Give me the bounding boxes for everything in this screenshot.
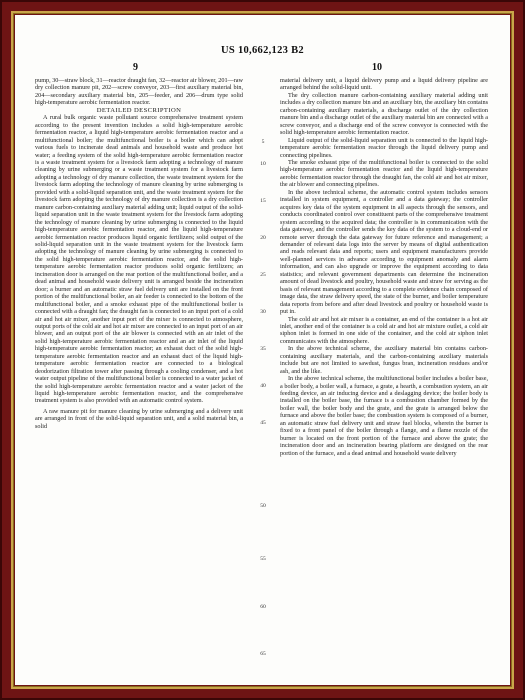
patent-number: US 10,662,123 B2 (221, 45, 304, 56)
section-heading: DETAILED DESCRIPTION (96, 106, 182, 114)
line-number: 40 (260, 383, 266, 389)
line-number: 15 (260, 198, 266, 204)
description-paragraph: The smoke exhaust pipe of the multifunctional boiler is connected to the solid high-temperature aerobic fermentation reactor and the liquid high-temperature aerobic fermentation reactor through the draught fan, the cold air and hot air mixer, the air blower and connecting pipelines. (280, 158, 488, 189)
line-number: 45 (260, 420, 266, 426)
description-paragraph: In the above technical scheme, the multifunctional boiler includes a boiler base, a boiler body, a boiler wall, a furnace, a grate, a hearth, a combustion system, an air feeding device, an air inducing device and a deslagging device; the boiler body is installed on the boiler base, the furnace is a combustion chamber formed by the boiler wall, the boiler body and the grate, and the grate is arranged below the furnace and above the boiler base; the combustion system is composed of a burner, an automatic straw fuel delivery unit and straw fuel blocks, wherein the burner is fixed to a front panel of the boiler through a flange, and a flame nozzle of the burner is located on the front portion of the furnace and above the grate; the incineration door and an incineration bearing platform are designed on the rear portion of the furnace, and a dead animal and household waste delivery (280, 375, 488, 457)
description-paragraph: A raw manure pit for manure cleaning by urine submerging and a delivery unit are arranged in front of the solid-liquid separation unit, and a solid material bin, a solid (35, 407, 243, 430)
right-page-number: 10 (372, 62, 382, 73)
line-number: 65 (260, 651, 266, 657)
right-column (280, 77, 488, 685)
description-paragraph: A rural bulk organic waste pollutant source comprehensive treatment system according to the present invention includes a solid high-temperature aerobic fermentation reactor, a liquid high-temperature aerobic fermentation reactor and a multifunctional boiler; the multifunctional boiler is a boiler which can adopt various fuels to incinerate dead animals and household waste and produce hot water; a feeding system of the solid high-temperature aerobic fermentation reactor is a waste treatment system for a livestock farm adopting a technology of manure cleaning by urine submerging or a waste treatment system for a livestock farm adopting a technology of dry manure collection, the waste treatment system for the livestock farm adopting the technology of manure cleaning by urine submerging is provided with a solid-liquid separation unit, and the waste treatment system for the livestock farm adopting the technology of dry manure collection is a dry collection manure carbon-containing auxiliary material adding unit; liquid output of the solid-liquid separation unit in the waste treatment system for the livestock farm adopting the technology of manure cleaning by urine submerging is connected to the liquid high-temperature aerobic fermentation reactor, and the liquid high-temperature aerobic fermentation reactor produces liquid organic fertilizers; solid output of the solid-liquid separation unit in the waste treatment system for the livestock farm adopting the technology of manure cleaning by urine submerging is connected to the solid high-temperature aerobic fermentation reactor, and the solid high-temperature aerobic fermentation reactor produces solid organic fertilizers; an incineration door is arranged on the rear portion of the multifunctional boiler, and a dead animal and household waste delivery unit is arranged beside the incineration door; a burner and an automatic straw fuel delivery unit are installed on the front portion of the multifunctional boiler, an air feeder is connected to the bottom of the multifunctional boiler, and a smoke exhaust pipe of the multifunctional boiler is connected with a draught fan; the draught fan is connected to an input port of a cold air and hot air mixer, another input port of the mixer is connected to atmosphere, output ports of the cold air and hot air mixer are connected to an input port of an air blower, and an output port of the air blower is connected with an air inlet of the solid high-temperature aerobic fermentation reactor and an air inlet of the liquid high-temperature aerobic fermentation reactor; an exhaust duct of the solid high-temperature aerobic fermentation reactor and an exhaust duct of the liquid high-temperature aerobic fermentation reactor are connected to a biological deodorization filtration tower after passing through a cooling condenser, and a hot water output pipeline of the multifunctional boiler is connected to a water jacket of the solid high-temperature aerobic fermentation reactor and a water jacket of the liquid high-temperature aerobic fermentation reactor, and the comprehensive treatment system is also provided with an automatic control system. (35, 114, 243, 405)
line-number: 55 (260, 556, 266, 562)
description-paragraph: In the above technical scheme, the auxiliary material bin contains carbon-containing auxiliary materials, and the carbon-containing auxiliary materials include but are not limited to sawdust, fungus bran, incineration residues and/or ash, and the like. (280, 345, 488, 375)
reference-numerals-paragraph: pump, 30—straw block, 31—reactor draught fan, 32—reactor air blower, 201—raw dry collection manure pit, 202—screw conveyor, 203—first auxiliary material bin, 204—secondary auxiliary material bin, 205—feeder, and 206—drum type solid high-temperature aerobic fermentation reactor. (35, 77, 243, 107)
description-paragraph: In the above technical scheme, the automatic control system includes sensors installed in system equipment, a controller and a data gateway; the controller acquires key data of the system equipment in all aspects through the sensors, and conducts coordinated control over constituent parts of the comprehensive treatment system according to the acquired data; the controller is in communication with the data gateway, and the controller sends the key data of the system to a cloud-end or remote server through the data gateway for future reference and management; a demander of relevant data logs into the server by means of digital authentication and reads relevant data and reports; users and equipment manufacturers provide well-planned services in advance according to equipment anomaly and alarm information, and can also upgrade or improve the equipment according to data statistics; and relevant government departments can determine the incineration amount of dead livestock and poultry, household waste and straw for serving as the basis of relevant management according to a complete evidence chain composed of image data, the straw delivery speed, the state of the burner, and boiler temperature data reports from before and after dead livestock and poultry or household waste is put in. (280, 188, 488, 316)
line-number: 10 (260, 161, 266, 167)
description-paragraph: The dry collection manure carbon-containing auxiliary material adding unit includes a dry collection manure bin and an auxiliary bin, the auxiliary bin contains carbon-containing auxiliary materials, a discharge outlet of the dry collection manure bin and a discharge outlet of the auxiliary material bin are connected with a screw conveyor, and a discharge end of the screw conveyor is connected with the solid high-temperature aerobic fermentation reactor. (280, 91, 488, 137)
line-number: 20 (260, 235, 266, 241)
line-number: 60 (260, 604, 266, 610)
line-number: 30 (260, 309, 266, 315)
line-number: 25 (260, 272, 266, 278)
line-number: 50 (260, 503, 266, 509)
line-number: 35 (260, 346, 266, 352)
description-paragraph: material delivery unit, a liquid delivery pump and a liquid delivery pipeline are arranged behind the solid-liquid unit. (280, 77, 488, 92)
description-paragraph: The cold air and hot air mixer is a container, an end of the container is a hot air inlet, another end of the container is a cold air and hot air mixture outlet, a cold air siphon inlet is formed in one side of the container, and the cold air siphon inlet communicates with the atmosphere. (280, 315, 488, 345)
left-page-number: 9 (133, 62, 138, 73)
line-number: 5 (261, 139, 265, 145)
left-column (35, 77, 243, 685)
description-paragraph: Liquid output of the solid-liquid separation unit is connected to the liquid high-temperature aerobic fermentation reactor through the liquid delivery pump and connecting pipelines. (280, 136, 488, 159)
patent-page (15, 15, 510, 685)
